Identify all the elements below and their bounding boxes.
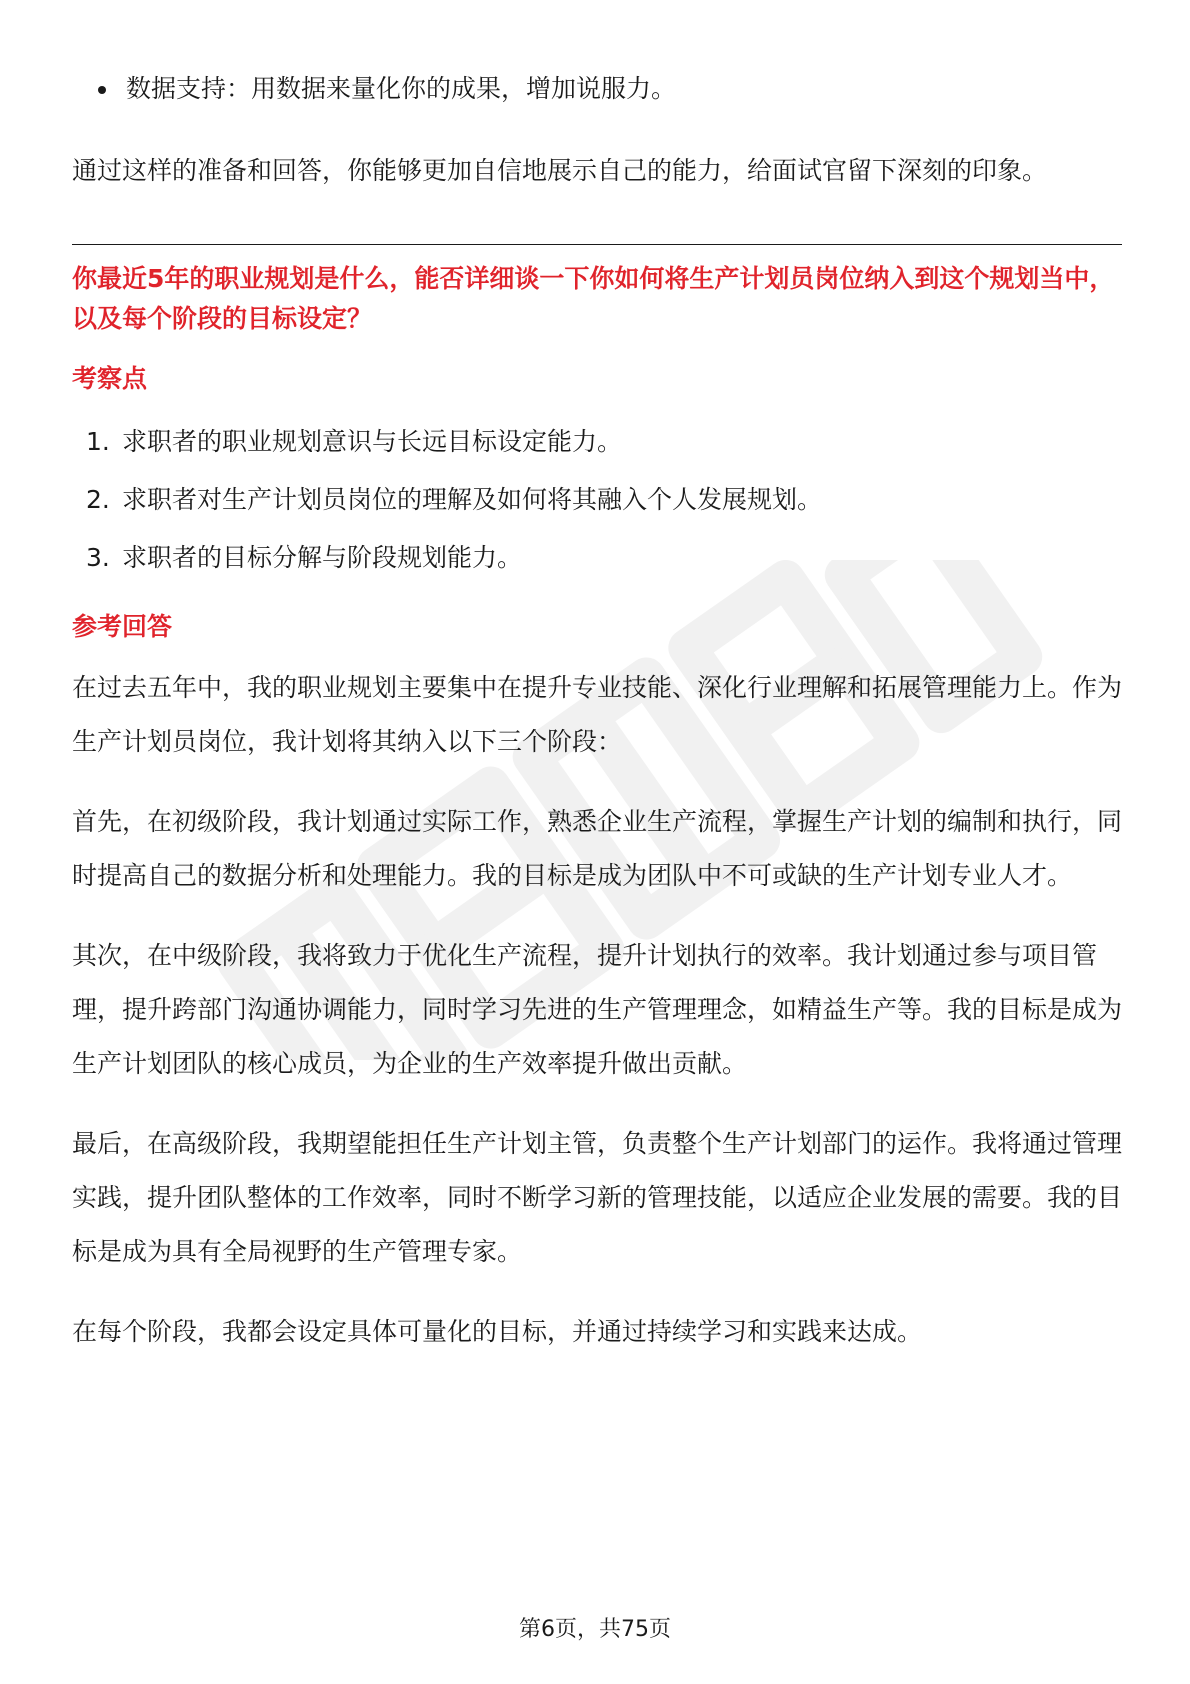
page-content [72,60,1122,1385]
considerations-list [72,413,1122,587]
section-divider [72,244,1122,245]
answer-paragraph: 其次，在中级阶段，我将致力于优化生产流程，提升计划执行的效率。我计划通过参与项目管理，提升跨部门沟通协调能力，同时学习先进的生产管理理念，如精益生产等。我的目标是成为生产计划团队的核心成员，为企业的生产效率提升做出贡献。 [72,941,1123,1078]
list-item [72,471,1122,529]
list-item-number: 3. [86,543,110,572]
answer-paragraph: 在过去五年中，我的职业规划主要集中在提升专业技能、深化行业理解和拓展管理能力上。作为生产计划员岗位，我计划将其纳入以下三个阶段： [72,673,1123,756]
intro-paragraph: 通过这样的准备和回答，你能够更加自信地展示自己的能力，给面试官留下深刻的印象。 [72,156,1048,185]
list-item-number: 2. [86,485,110,514]
list-item [72,529,1122,587]
list-item [72,413,1122,471]
list-item-text: 求职者的职业规划意识与长远目标设定能力。 [122,427,623,456]
list-item-text: 求职者对生产计划员岗位的理解及如何将其融入个人发展规划。 [122,485,823,514]
reference-answer-heading: 参考回答 [72,612,173,641]
question-title: 你最近5年的职业规划是什么，能否详细谈一下你如何将生产计划员岗位纳入到这个规划当中，以及每个阶段的目标设定？ [72,264,1115,333]
bullet-item: 数据支持：用数据来量化你的成果，增加说服力。 [72,60,1122,118]
answer-paragraph: 首先，在初级阶段，我计划通过实际工作，熟悉企业生产流程，掌握生产计划的编制和执行，同时提高自己的数据分析和处理能力。我的目标是成为团队中不可或缺的生产计划专业人才。 [72,807,1123,890]
list-item-number: 1. [86,427,110,456]
top-bullet-list [72,60,1122,118]
page-footer: 第6页，共75页 [519,1617,671,1642]
answer-paragraph: 最后，在高级阶段，我期望能担任生产计划主管，负责整个生产计划部门的运作。我将通过管理实践，提升团队整体的工作效率，同时不断学习新的管理技能，以适应企业发展的需要。我的目标是成为具有全局视野的生产管理专家。 [72,1129,1123,1266]
list-item-text: 求职者的目标分解与阶段规划能力。 [122,543,523,572]
answer-paragraph: 在每个阶段，我都会设定具体可量化的目标，并通过持续学习和实践来达成。 [72,1317,923,1346]
considerations-heading: 考察点 [72,364,148,393]
